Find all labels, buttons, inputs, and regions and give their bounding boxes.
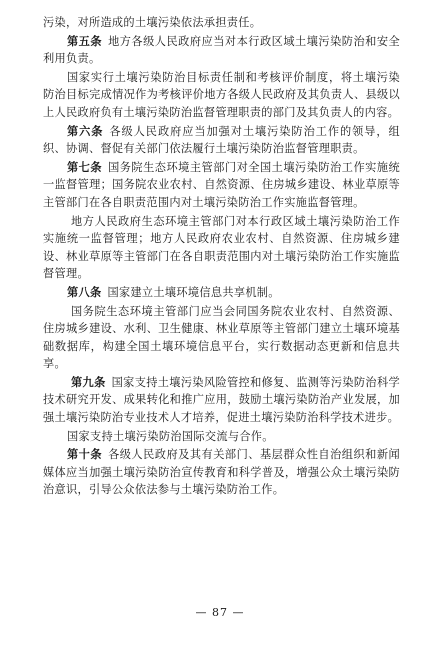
article-7 <box>43 159 400 212</box>
article-heading: 第七条 <box>67 159 103 174</box>
article-10 <box>43 446 400 499</box>
article-6 <box>43 123 400 158</box>
article-7-paragraph-2 <box>43 213 400 283</box>
article-9-paragraph-2 <box>43 428 400 446</box>
article-heading: 第六条 <box>67 123 104 138</box>
article-9 <box>43 374 400 427</box>
paragraph-text: 地方各级人民政府应当对本行政区域土壤污染防治和安全利用负责。 <box>43 34 400 66</box>
paragraph-text: 国家支持土壤污染防治国际交流与合作。 <box>67 429 274 443</box>
paragraph-text: 污染，对所造成的土壤污染依法承担责任。 <box>43 16 262 29</box>
article-heading: 第十条 <box>67 447 103 462</box>
article-heading: 第五条 <box>67 33 103 48</box>
paragraph-text: 国家支持土壤污染风险管控和修复、监测等污染防治科学技术研究开发、成果转化和推广应用，鼓励土壤污染防治产业发展，加强土壤污染防治专业技术人才培养，促进土壤污染防治科学技术进步。 <box>43 375 400 425</box>
paragraph-text: 国家建立土壤环境信息共享机制。 <box>107 285 280 299</box>
article-8-paragraph-2 <box>43 303 400 373</box>
article-5 <box>43 33 400 68</box>
article-heading: 第九条 <box>71 374 106 389</box>
article-5-paragraph-2 <box>43 69 400 122</box>
page-number: — 87 — <box>195 606 245 619</box>
paragraph-text: 地方人民政府生态环境主管部门对本行政区域土壤污染防治工作实施统一监督管理；地方人民政府农业农村、自然资源、住房城乡建设、林业草原等主管部门在各自职责范围内对土壤污染防治工作实施监督管理。 <box>43 214 400 281</box>
article-heading: 第八条 <box>67 284 102 299</box>
paragraph-continuation <box>43 14 400 32</box>
article-8 <box>43 284 400 302</box>
paragraph-text: 国务院生态环境主管部门对全国土壤污染防治工作实施统一监督管理；国务院农业农村、自然资源、住房城乡建设、林业草原等主管部门在各自职责范围内对土壤污染防治工作实施监督管理。 <box>43 160 400 209</box>
paragraph-text: 各级人民政府应当加强对土壤污染防治工作的领导，组织、协调、督促有关部门依法履行土壤污染防治监督管理职责。 <box>43 124 400 156</box>
paragraph-text: 国家实行土壤污染防治目标责任制和考核评价制度，将土壤污染防治目标完成情况作为考核评价地方各级人民政府及其负责人、县级以上人民政府负有土壤污染防治监督管理职责的部门及其负责人的内容。 <box>43 70 400 119</box>
paragraph-text: 各级人民政府及其有关部门、基层群众性自治组织和新闻媒体应当加强土壤污染防治宣传教育和科学普及，增强公众土壤污染防治意识，引导公众依法参与土壤污染防治工作。 <box>43 448 400 497</box>
paragraph-text: 国务院生态环境主管部门应当会同国务院农业农村、自然资源、住房城乡建设、水利、卫生健康、林业草原等主管部门建立土壤环境基础数据库，构建全国土壤环境信息平台，实行数据动态更新和信息共享。 <box>43 304 400 371</box>
